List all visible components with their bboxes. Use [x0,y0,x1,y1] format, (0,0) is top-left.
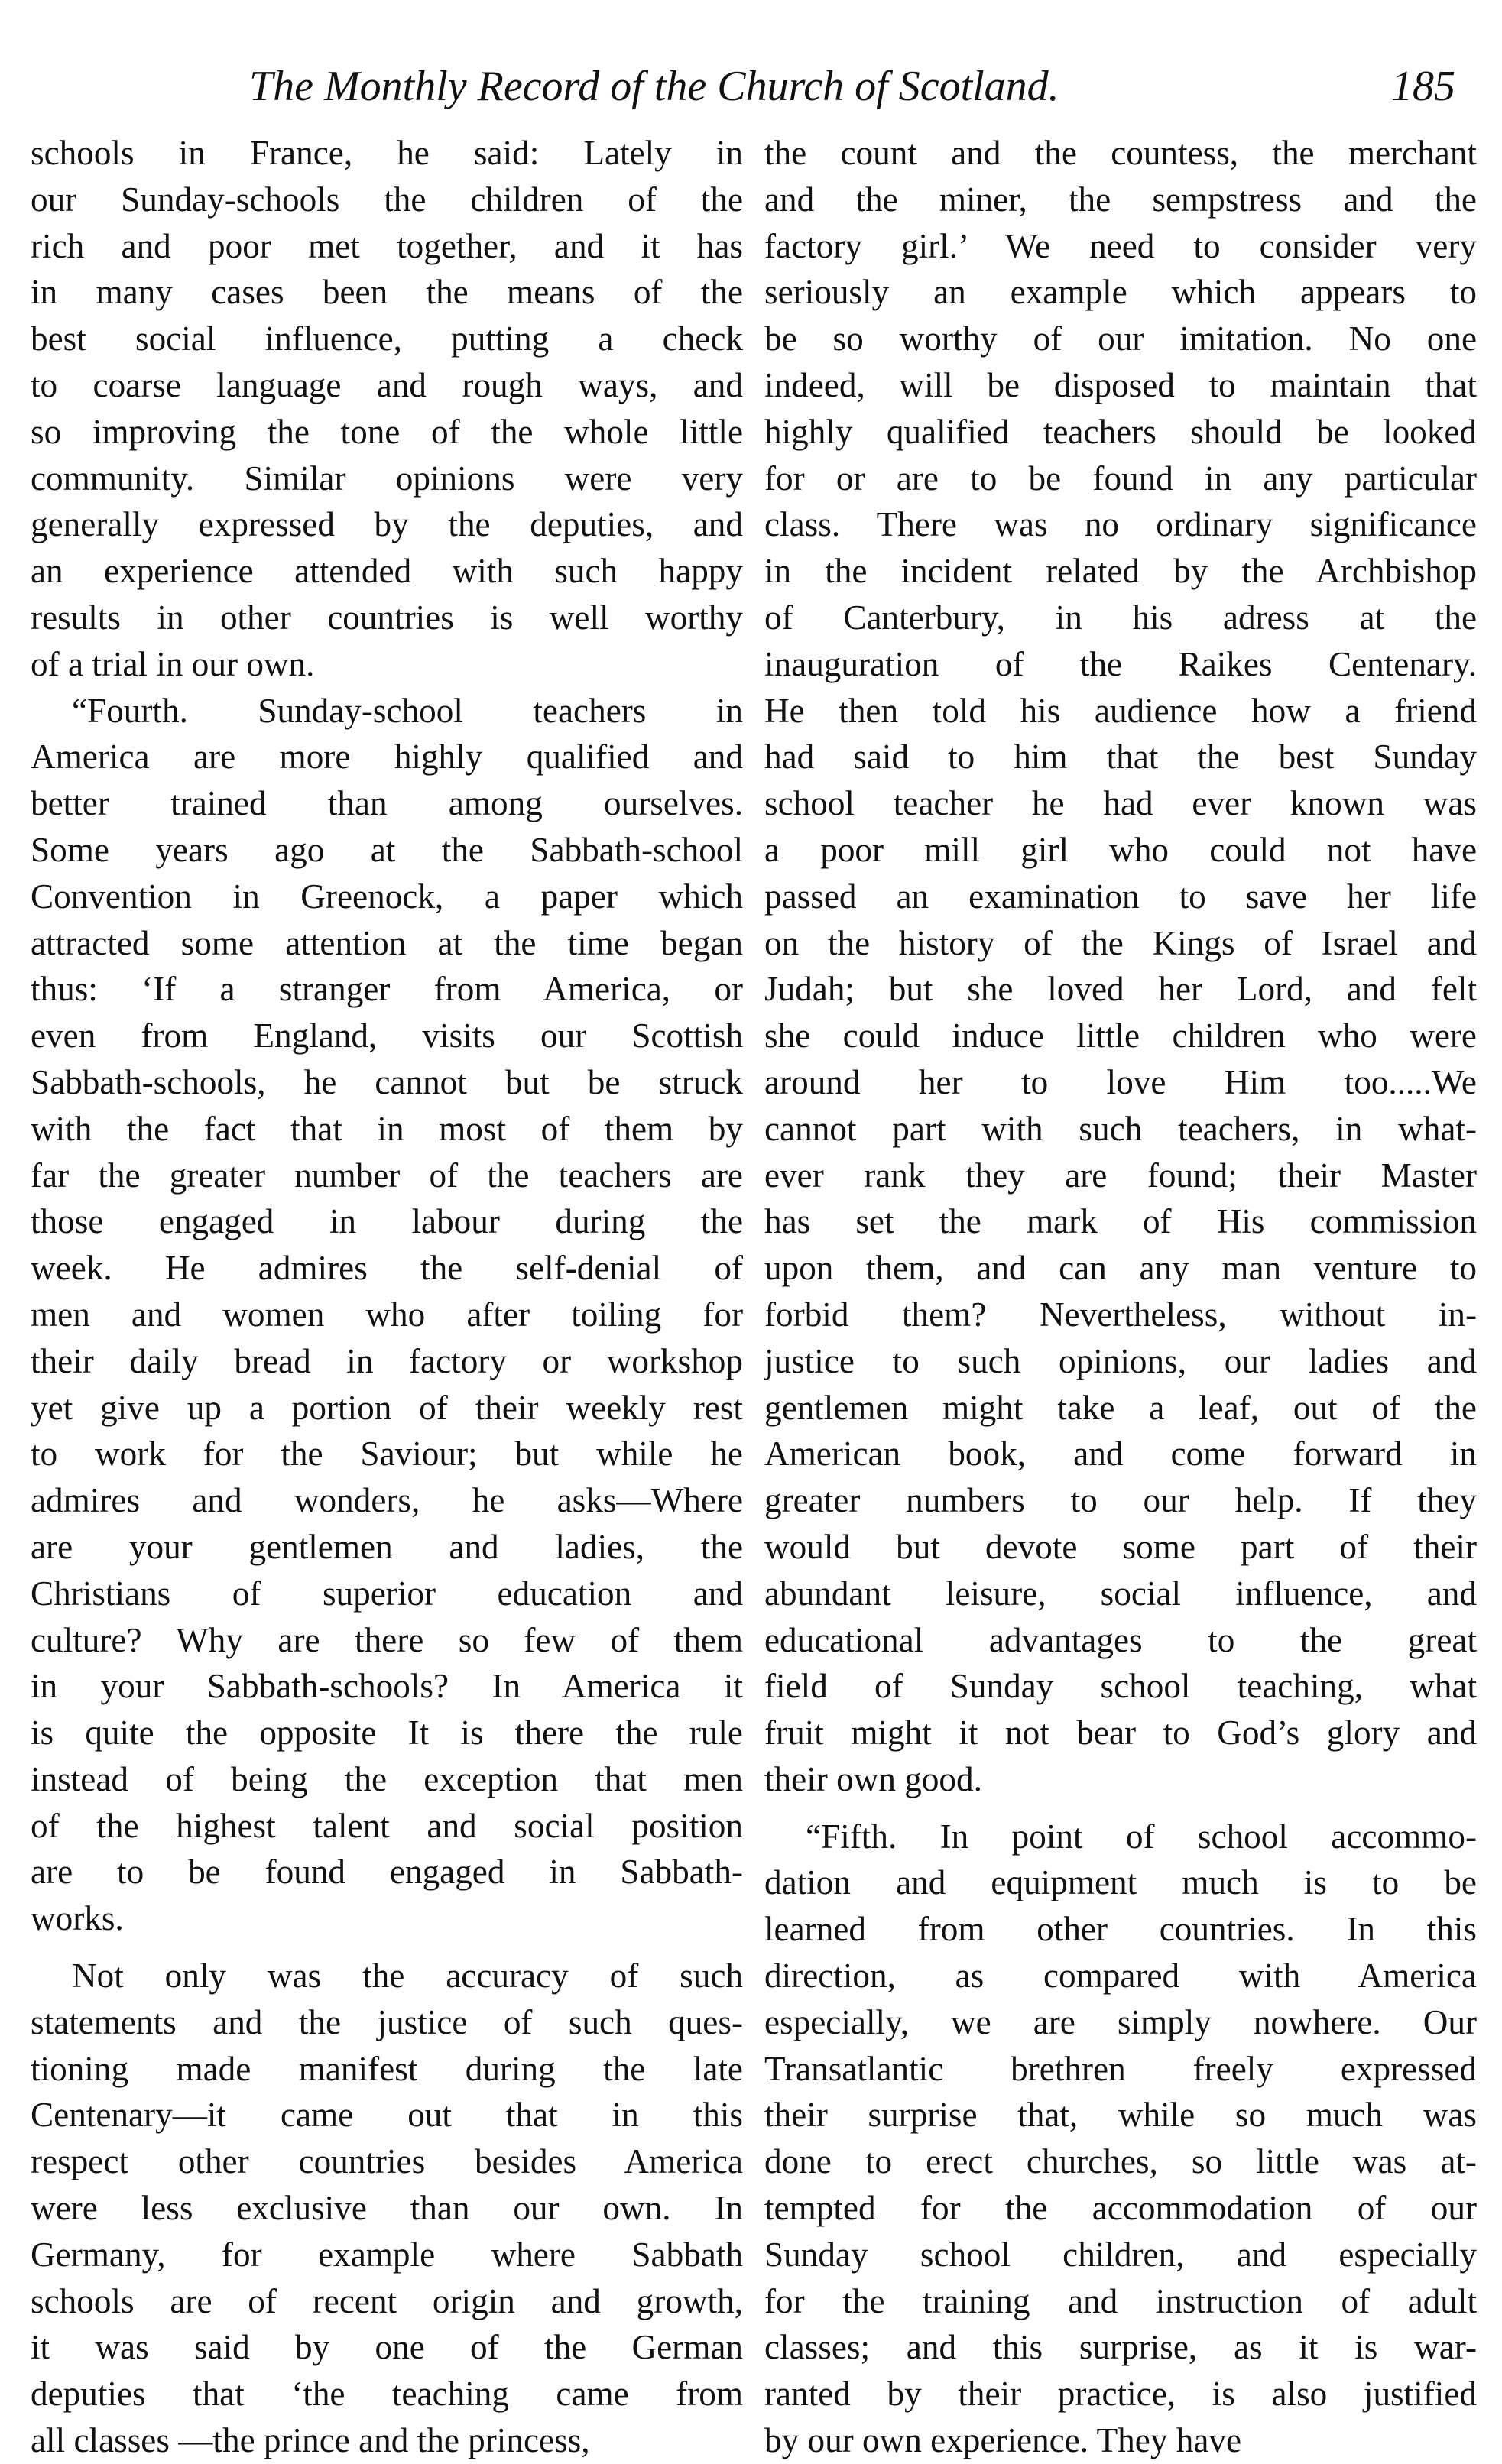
text-line: all classes —the prince and the princess, [31,2421,590,2460]
text-line: rich and poor met together, and it has [31,226,743,265]
text-line: schools in France, he said: Lately in [31,134,743,172]
text-line: Centenary—it came out that in this [31,2096,743,2135]
text-line: better trained than among ourselves. [31,784,743,823]
text-line: were less exclusive than our own. In [31,2189,743,2228]
text-line: culture? Why are there so few of them [31,1620,743,1659]
text-line: field of Sunday school teaching, what [764,1667,1477,1706]
text-line: for or are to be found in any particular [764,459,1477,498]
text-line: deputies that ‘the teaching came from [31,2375,743,2414]
text-line: attracted some attention at the time began [31,923,743,962]
text-line: inauguration of the Raikes Centenary. [764,644,1477,683]
text-line: of the highest talent and social position [31,1806,743,1845]
text-line: Sunday school children, and especially [764,2235,1477,2274]
text-line: America are more highly qualified and [31,738,743,776]
text-line: cannot part with such teachers, in what- [764,1109,1477,1148]
text-line: far the greater number of the teachers are [31,1156,743,1195]
text-line: of Canterbury, in his adress at the [764,598,1477,637]
text-line: on the history of the Kings of Israel and [764,923,1477,962]
text-line: our Sunday-schools the children of the [31,180,743,219]
text-line: to coarse language and rough ways, and [31,365,743,404]
left-column [31,130,743,2464]
text-line: “Fourth. Sunday-school teachers in [72,691,743,730]
text-line: seriously an example which appears to [764,273,1477,312]
text-line: fruit might it not bear to God’s glory and [764,1713,1477,1752]
document-page [28,53,1477,2460]
text-line: their own good. [764,1759,982,1798]
text-line: results in other countries is well worthy [31,598,743,637]
text-line: an experience attended with such happy [31,552,743,591]
text-line: tioning made manifest during the late [31,2049,743,2088]
text-line: school teacher he had ever known was [764,784,1477,823]
text-line: for the training and instruction of adult [764,2281,1477,2320]
text-line: of a trial in our own. [31,644,315,683]
text-line: ever rank they are found; their Master [764,1156,1477,1195]
text-line: American book, and come forward in [764,1435,1477,1474]
text-line: highly qualified teachers should be looked [764,412,1477,451]
running-title: The Monthly Record of the Church of Scotland. [249,63,1059,110]
paragraph-gap [764,1803,1477,1814]
text-line: men and women who after toiling for [31,1295,743,1334]
text-line: are your gentlemen and ladies, the [31,1527,743,1566]
text-line: around her to love Him too.....We [764,1062,1477,1101]
text-line: are to be found engaged in Sabbath- [31,1853,743,1892]
text-line: statements and the justice of such ques- [31,2002,743,2041]
text-line: Not only was the accuracy of such [72,1957,743,1996]
text-line: in your Sabbath-schools? In America it [31,1667,743,1706]
text-line: Some years ago at the Sabbath-school [31,830,743,869]
text-line: to work for the Saviour; but while he [31,1435,743,1474]
text-line: would but devote some part of their [764,1527,1477,1566]
text-line: had said to him that the best Sunday [764,738,1477,776]
text-line: ranted by their practice, is also justified [764,2375,1477,2414]
text-line: educational advantages to the great [764,1620,1477,1659]
text-line: Christians of superior education and [31,1574,743,1613]
text-line: community. Similar opinions were very [31,459,743,498]
text-line: done to erect churches, so little was at- [764,2142,1477,2181]
text-line: admires and wonders, he asks—Where [31,1481,743,1520]
page-header [28,53,1463,122]
text-line: in many cases been the means of the [31,273,743,312]
right-column [764,130,1477,2464]
text-line: has set the mark of His commission [764,1202,1477,1241]
text-line: thus: ‘If a stranger from America, or [31,970,743,1009]
text-line: indeed, will be disposed to maintain that [764,365,1477,404]
text-line: Convention in Greenock, a paper which [31,877,743,916]
text-line: in the incident related by the Archbishop [764,552,1477,591]
text-line: and the miner, the sempstress and the [764,180,1477,219]
text-line: class. There was no ordinary significance [764,505,1477,544]
text-line: dation and equipment much is to be [764,1863,1477,1902]
text-line: she could induce little children who were [764,1016,1477,1055]
text-line: direction, as compared with America [764,1957,1477,1996]
text-line: generally expressed by the deputies, and [31,505,743,544]
text-line: best social influence, putting a check [31,319,743,358]
text-line: Sabbath-schools, he cannot but be struck [31,1062,743,1101]
text-line: learned from other countries. In this [764,1910,1477,1949]
text-line: be so worthy of our imitation. No one [764,319,1477,358]
text-line: the count and the countess, the merchant [764,134,1477,172]
text-line: Judah; but she loved her Lord, and felt [764,970,1477,1009]
text-line: works. [31,1899,124,1938]
text-line: upon them, and can any man venture to [764,1249,1477,1288]
text-line: a poor mill girl who could not have [764,830,1477,869]
text-line: respect other countries besides America [31,2142,743,2181]
text-line: those engaged in labour during the [31,1202,743,1241]
text-line: even from England, visits our Scottish [31,1016,743,1055]
text-line: tempted for the accommodation of our [764,2189,1477,2228]
text-line: especially, we are simply nowhere. Our [764,2002,1477,2041]
text-line: so improving the tone of the whole little [31,412,743,451]
text-line: forbid them? Nevertheless, without in- [764,1295,1477,1334]
text-line: with the fact that in most of them by [31,1109,743,1148]
text-line: greater numbers to our help. If they [764,1481,1477,1520]
text-line: week. He admires the self-denial of [31,1249,743,1288]
text-line: schools are of recent origin and growth, [31,2281,743,2320]
text-line: their surprise that, while so much was [764,2096,1477,2135]
text-line: instead of being the exception that men [31,1759,743,1798]
text-line: by our own experience. They have [764,2421,1242,2460]
text-line: Germany, for example where Sabbath [31,2235,743,2274]
text-line: factory girl.’ We need to consider very [764,226,1477,265]
text-line: their daily bread in factory or workshop [31,1341,743,1380]
text-line: justice to such opinions, our ladies and [764,1341,1477,1380]
text-line: yet give up a portion of their weekly rest [31,1388,743,1427]
text-line: “Fifth. In point of school accommo- [806,1817,1477,1856]
text-line: gentlemen might take a leaf, out of the [764,1388,1477,1427]
text-line: abundant leisure, social influence, and [764,1574,1477,1613]
text-line: it was said by one of the German [31,2328,743,2367]
page-number: 185 [1391,63,1455,110]
text-line: passed an examination to save her life [764,877,1477,916]
text-line: He then told his audience how a friend [764,691,1477,730]
text-line: is quite the opposite It is there the rule [31,1713,743,1752]
text-line: Transatlantic brethren freely expressed [764,2049,1477,2088]
text-line: classes; and this surprise, as it is war- [764,2328,1477,2367]
paragraph-gap [31,1942,743,1953]
